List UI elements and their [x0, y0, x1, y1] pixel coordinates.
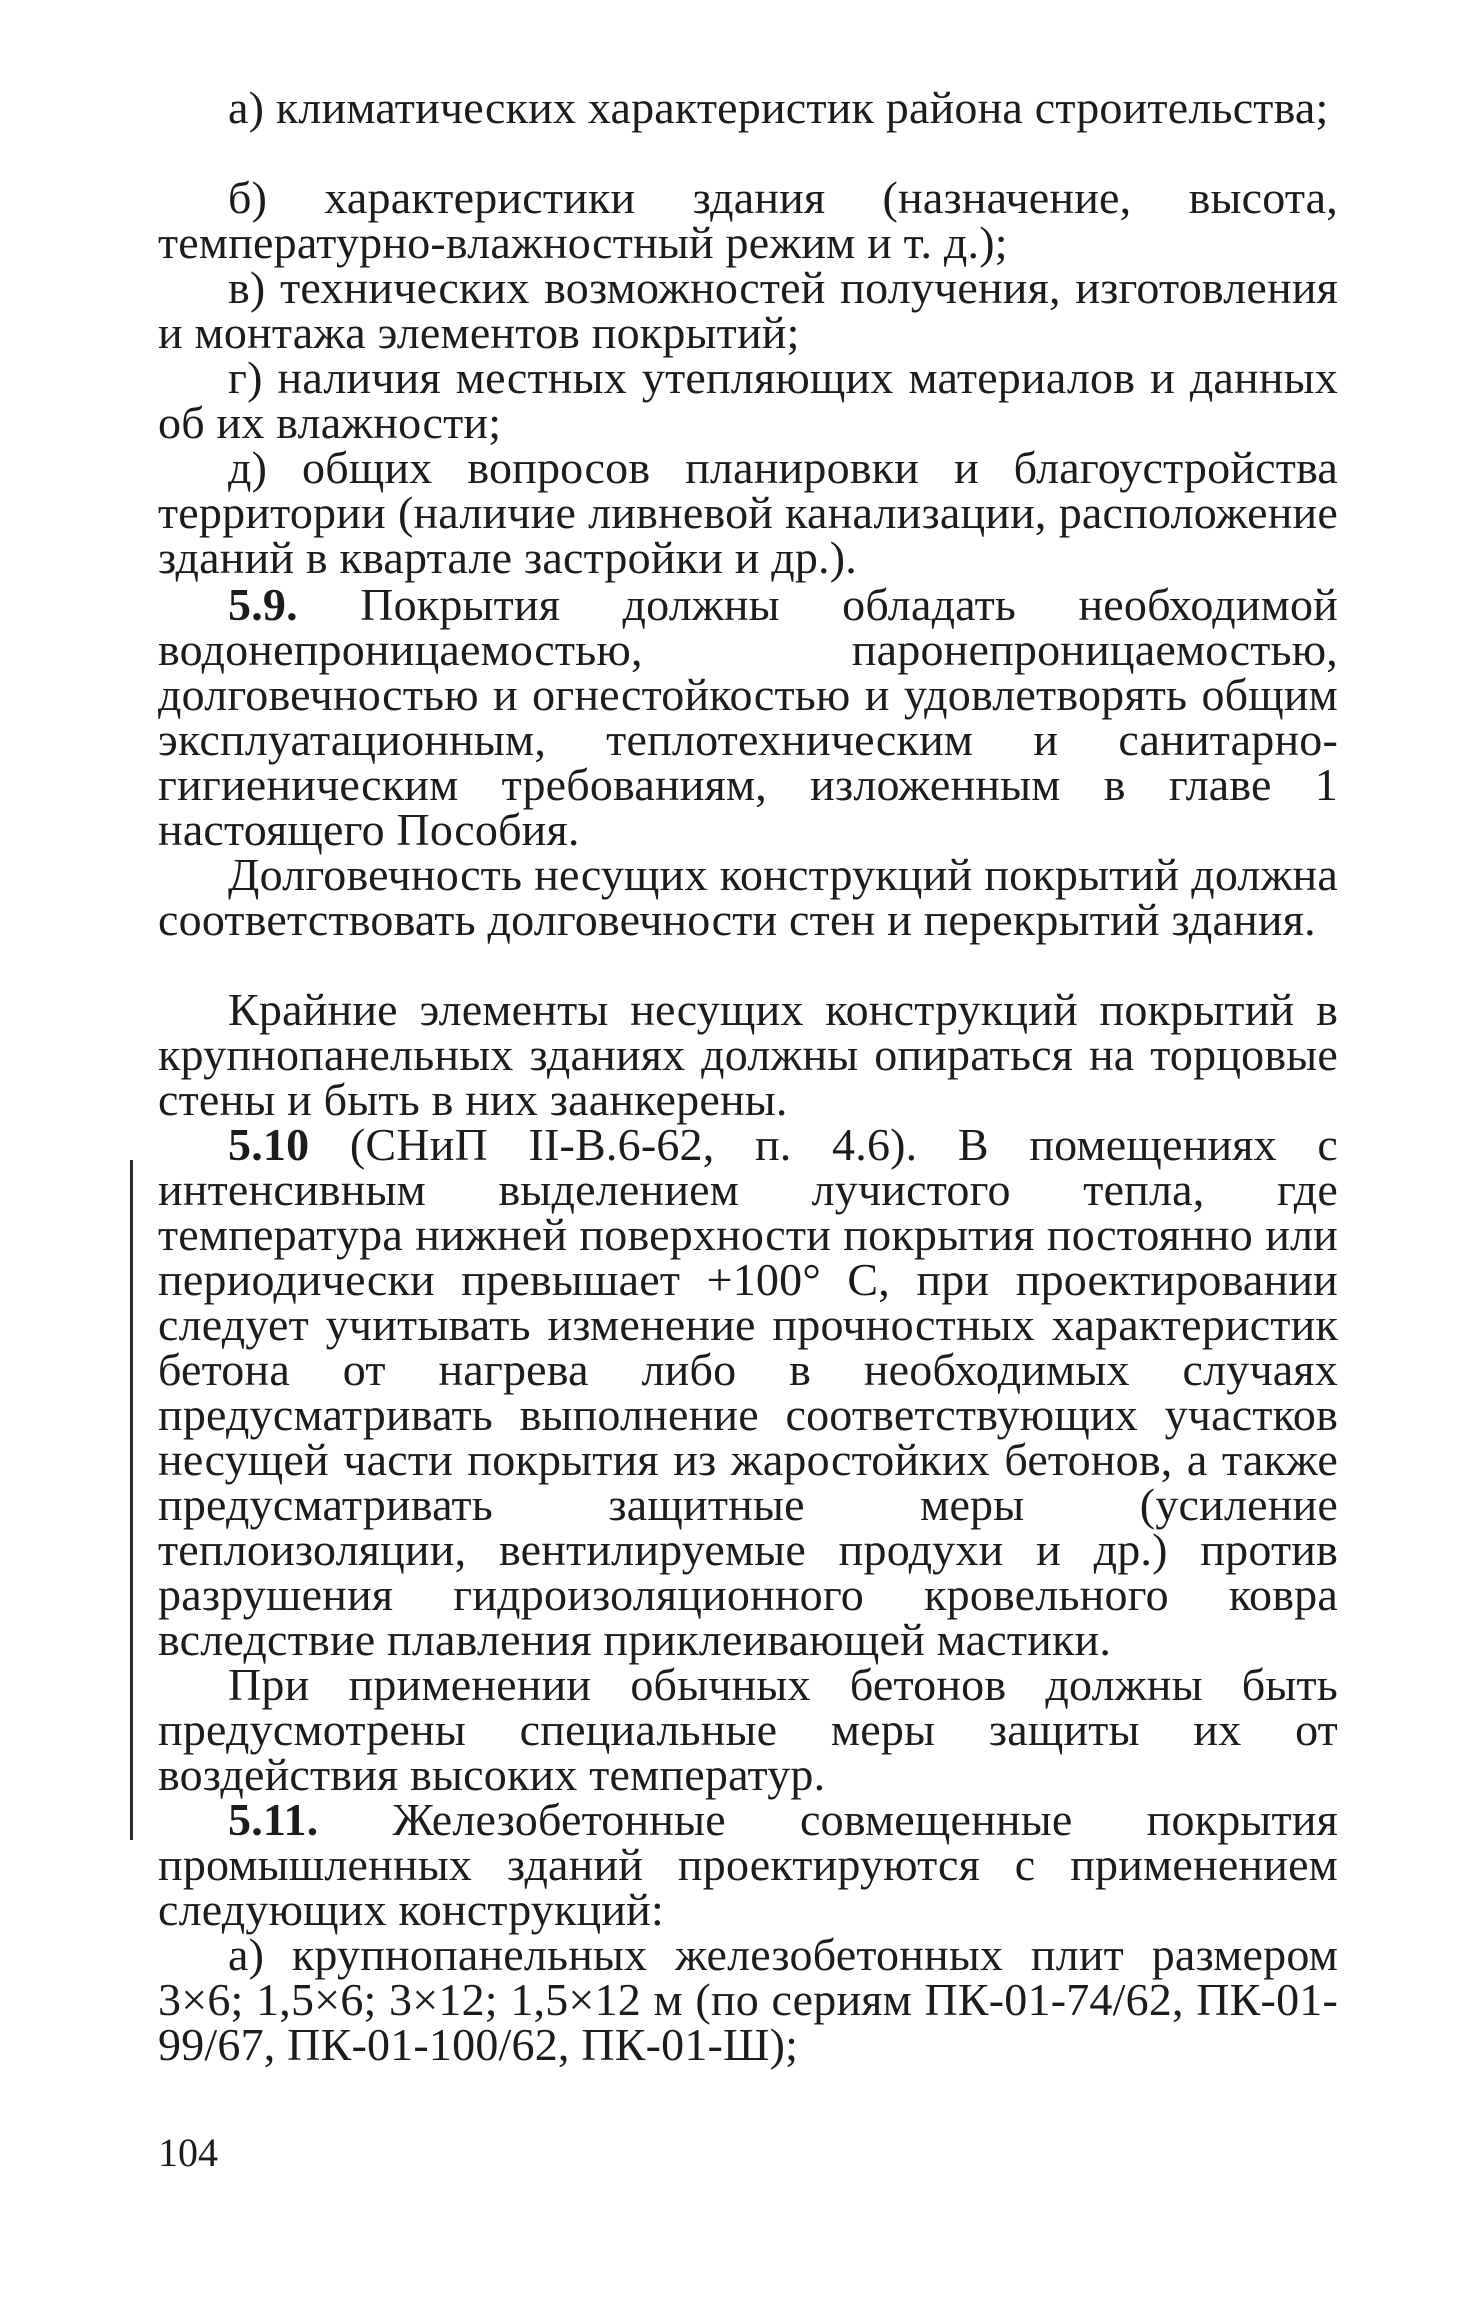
paragraph-text: в) технических возможностей получения, изготовления и монтажа элементов покрытий; — [158, 262, 1338, 358]
paragraph-text: Железобетонные совмещенные покрытия промышленных зданий проектируются с применением следующих конструкций: — [158, 1794, 1338, 1935]
section-5-11-paragraph — [158, 1794, 1338, 1935]
durability-paragraph — [158, 849, 1338, 945]
list-item-a-panels — [158, 1929, 1338, 2070]
section-5-10-paragraph — [158, 1119, 1339, 1665]
paragraph-text: д) общих вопросов планировки и благоустройства территории (наличие ливневой канализации, расположение зданий в квартале застройки и др.). — [158, 442, 1338, 583]
edge-elements-paragraph — [158, 984, 1338, 1125]
section-number: 5.11. — [228, 1794, 319, 1845]
paragraph-text: (СНиП II-В.6-62, п. 4.6). В помещениях с интенсивным выделением лучистого тепла, где температура нижней поверхности покрытия постоянно или периодически превышает +100° С, при проектировании следует учитывать изменение прочностных характеристик бетона от нагрева либо в необходимых случаях предусматривать выполнение соответствующих участков несущей части покрытия из жаростойких бетонов, а также предусматривать защитные меры (усиление теплоизоляции, вентилируемые продухи и др.) против разрушения гидроизоляционного кровельного ковра вследствие плавления приклеивающей мастики. — [158, 1119, 1339, 1665]
section-number: 5.9. — [228, 579, 298, 630]
paragraph-text: При применении обычных бетонов должны быть предусмотрены специальные меры защиты их от воздействия высоких температур. — [158, 1659, 1338, 1800]
paragraph-text: Долговечность несущих конструкций покрытий должна соответствовать долговечности стен и перекрытий здания. — [158, 849, 1338, 945]
list-item-v-technical — [158, 262, 1338, 358]
paragraph-text: б) характеристики здания (назначение, высота, температурно-влажностный режим и т. д.); — [158, 172, 1338, 268]
page-number: 104 — [158, 2130, 218, 2175]
list-item-g-materials — [158, 352, 1338, 448]
list-item-d-planning — [158, 442, 1338, 583]
ordinary-concrete-paragraph — [158, 1659, 1338, 1800]
section-5-9-paragraph — [158, 579, 1339, 855]
paragraph-text: а) крупнопанельных железобетонных плит размером 3×6; 1,5×6; 3×12; 1,5×12 м (по сериям ПК-01-74/62, ПК-01-99/67, ПК-01-100/62, ПК-01-Ш); — [158, 1929, 1338, 2070]
list-item-b-building — [158, 172, 1338, 268]
section-number: 5.10 — [228, 1119, 310, 1170]
paragraph-text: Крайние элементы несущих конструкций покрытий в крупнопанельных зданиях должны опираться на торцовые стены и быть в них заанкерены. — [158, 984, 1338, 1125]
paragraph-text: Покрытия должны обладать необходимой водонепроницаемостью, паронепроницаемостью, долговечностью и огнестойкостью и удовлетворять общим эксплуатационным, теплотехническим и санитарно-гигиеническим требованиям, изложенным в главе 1 настоящего Пособия. — [158, 579, 1339, 855]
list-item-a-climate — [158, 82, 1338, 133]
margin-change-bar — [130, 1160, 133, 1840]
paragraph-text: г) наличия местных утепляющих материалов и данных об их влажности; — [158, 352, 1338, 448]
paragraph-text: а) климатических характеристик района строительства; — [228, 82, 1329, 133]
